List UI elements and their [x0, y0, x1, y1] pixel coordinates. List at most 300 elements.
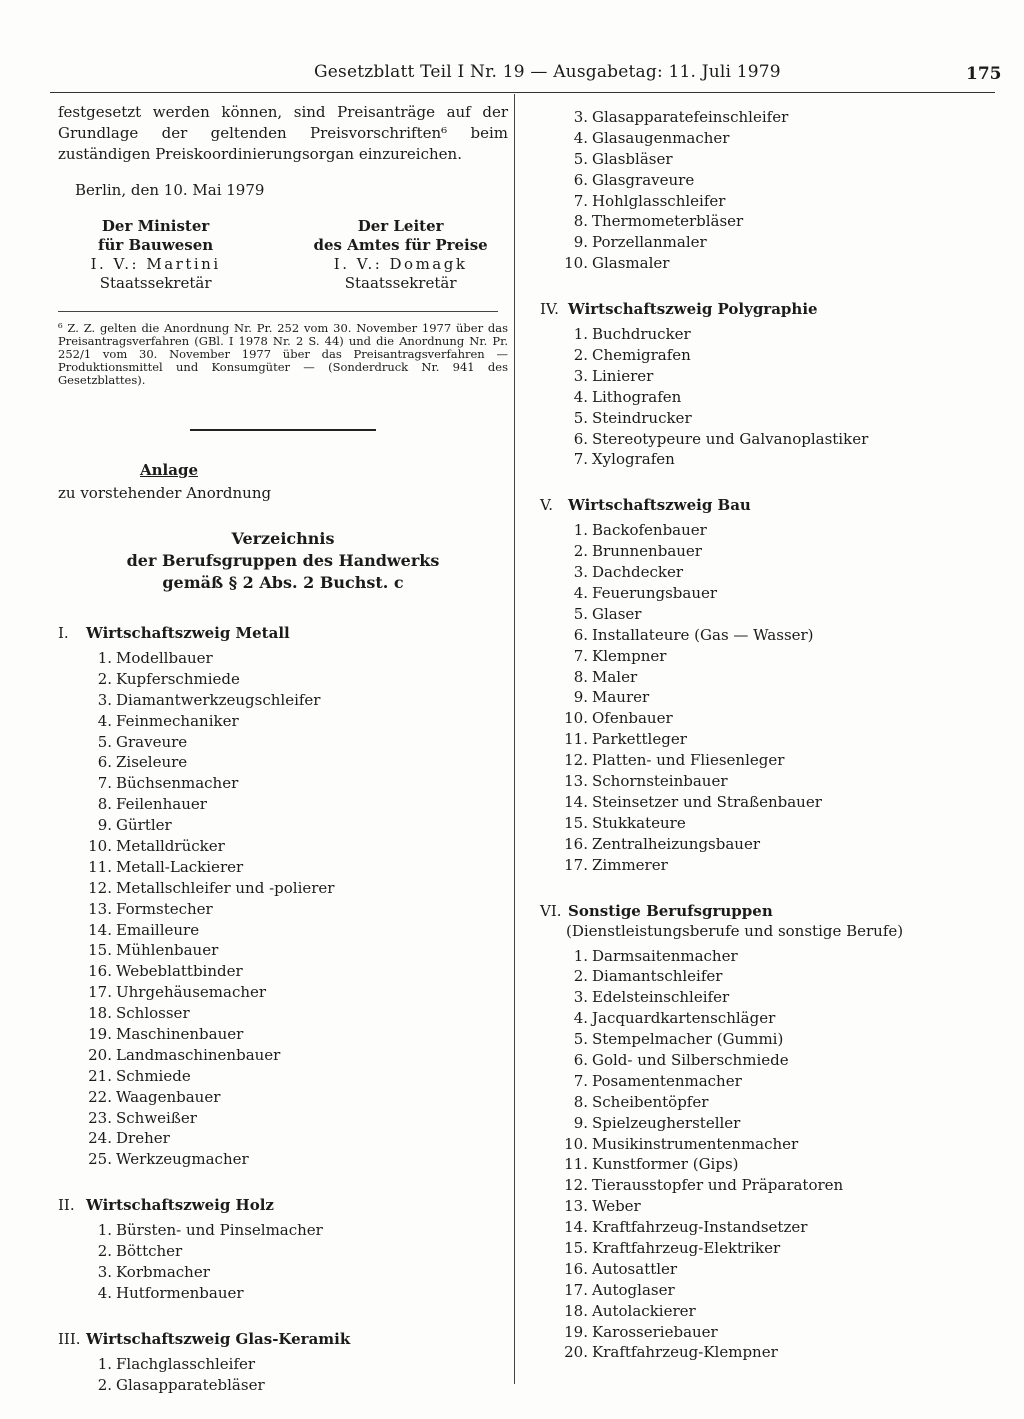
item-label: Autolackierer [592, 1301, 696, 1320]
signature-preisamt [293, 217, 508, 293]
item-number: 6. [573, 625, 588, 644]
signature-title: des Amtes für Preise [313, 236, 488, 254]
list-item [540, 813, 1000, 834]
item-label: Hutformenbauer [116, 1283, 244, 1302]
list-item [540, 1196, 1000, 1217]
section-list [58, 1354, 508, 1396]
page-number: 175 [966, 64, 1002, 84]
verzeichnis-line: gemäß § 2 Abs. 2 Buchst. c [162, 573, 404, 592]
section-metall [58, 624, 508, 1170]
list-item [540, 107, 1000, 128]
item-label: Stempelmacher (Gummi) [592, 1030, 784, 1049]
item-number: 4. [573, 128, 588, 147]
section-list [58, 1220, 508, 1304]
list-item [540, 1071, 1000, 1092]
list-item [540, 946, 1000, 967]
list-item [58, 1108, 508, 1129]
item-label: Emailleure [116, 920, 200, 939]
signature-title: für Bauwesen [98, 236, 214, 254]
list-item [540, 1029, 1000, 1050]
item-number: 1. [97, 1354, 112, 1373]
list-item [540, 687, 1000, 708]
item-label: Autoglaser [592, 1280, 675, 1299]
list-item [58, 794, 508, 815]
list-item [540, 708, 1000, 729]
list-item [540, 128, 1000, 149]
item-label: Bürsten- und Pinselmacher [116, 1221, 323, 1240]
item-number: 11. [564, 1155, 588, 1174]
section-bau [540, 496, 1000, 875]
list-item [540, 170, 1000, 191]
item-number: 9. [573, 233, 588, 252]
item-label: Zentralheizungsbauer [592, 834, 761, 853]
item-number: 10. [564, 1134, 588, 1153]
item-number: 17. [564, 855, 588, 874]
item-label: Schweißer [116, 1108, 197, 1127]
item-label: Dachdecker [592, 563, 684, 582]
section-glas-keramik [58, 1330, 508, 1396]
item-number: 5. [97, 732, 112, 751]
column-divider [514, 94, 515, 1384]
list-item [540, 345, 1000, 366]
list-item [540, 771, 1000, 792]
list-item [540, 324, 1000, 345]
item-label: Dreher [116, 1129, 170, 1148]
item-label: Metall-Lackierer [116, 857, 244, 876]
list-item [58, 815, 508, 836]
verzeichnis-line: der Berufsgruppen des Handwerks [126, 551, 440, 570]
list-item [58, 1024, 508, 1045]
section-heading [58, 1330, 508, 1348]
list-item [58, 669, 508, 690]
item-label: Kupferschmiede [116, 669, 240, 688]
section-title: Sonstige Berufsgruppen [568, 901, 773, 920]
list-item [540, 149, 1000, 170]
item-label: Büchsenmacher [116, 774, 239, 793]
item-number: 2. [97, 1242, 112, 1261]
section-title: Wirtschaftszweig Polygraphie [568, 300, 818, 319]
list-item [540, 1092, 1000, 1113]
list-item [58, 982, 508, 1003]
item-number: 20. [564, 1343, 588, 1362]
anlage-title: Anlage [140, 461, 198, 479]
item-number: 1. [573, 521, 588, 540]
page-header [0, 0, 1024, 100]
item-number: 19. [564, 1322, 588, 1341]
item-label: Darmsaitenmacher [592, 946, 738, 965]
left-column [58, 100, 508, 1396]
list-item [58, 1375, 508, 1396]
item-label: Autosattler [592, 1259, 678, 1278]
item-label: Tierausstopfer und Präparatoren [592, 1176, 844, 1195]
item-label: Kraftfahrzeug-Klempner [592, 1343, 778, 1362]
list-item [540, 1217, 1000, 1238]
item-label: Porzellanmaler [592, 233, 707, 252]
item-number: 25. [88, 1150, 112, 1169]
item-label: Scheibentöpfer [592, 1092, 709, 1111]
item-label: Feinmechaniker [116, 711, 239, 730]
section-list [540, 324, 1000, 470]
list-item [540, 429, 1000, 450]
item-number: 14. [88, 920, 112, 939]
item-label: Formstecher [116, 899, 213, 918]
item-label: Schlosser [116, 1004, 190, 1023]
section-list [58, 648, 508, 1170]
list-item [58, 711, 508, 732]
list-item [58, 1128, 508, 1149]
item-number: 18. [564, 1301, 588, 1320]
item-label: Kraftfahrzeug-Elektriker [592, 1238, 781, 1257]
item-number: 7. [97, 774, 112, 793]
list-item [540, 750, 1000, 771]
item-label: Edelsteinschleifer [592, 988, 730, 1007]
list-item [540, 667, 1000, 688]
signature-title: Der Leiter [357, 217, 444, 235]
item-number: 20. [88, 1045, 112, 1064]
section-subtitle: (Dienstleistungsberufe und sonstige Berufe) [566, 921, 904, 940]
item-label: Modellbauer [116, 649, 213, 667]
item-label: Parkettleger [592, 730, 687, 749]
item-number: 16. [564, 834, 588, 853]
section-list [540, 520, 1000, 875]
item-number: 2. [573, 967, 588, 986]
list-item [58, 961, 508, 982]
section-title: Wirtschaftszweig Holz [86, 1196, 274, 1215]
item-number: 5. [573, 1030, 588, 1049]
item-number: 8. [573, 1092, 588, 1111]
item-number: 14. [564, 792, 588, 811]
item-number: 2. [97, 1375, 112, 1394]
item-label: Glasaugenmacher [592, 128, 730, 147]
section-heading [58, 624, 508, 642]
list-item [540, 1154, 1000, 1175]
item-number: 1. [97, 1221, 112, 1240]
anlage-subtitle: zu vorstehender Anordnung [58, 484, 272, 502]
item-label: Glaser [592, 604, 642, 623]
list-item [540, 855, 1000, 876]
list-item [58, 1087, 508, 1108]
item-number: 13. [88, 899, 112, 918]
item-label: Jacquardkartenschläger [592, 1009, 776, 1028]
item-label: Platten- und Fliesenleger [592, 751, 785, 770]
item-number: 6. [573, 429, 588, 448]
item-label: Waagenbauer [116, 1087, 221, 1106]
item-label: Spielzeughersteller [592, 1113, 741, 1132]
item-number: 9. [97, 816, 112, 835]
item-number: 4. [97, 711, 112, 730]
item-number: 5. [573, 408, 588, 427]
signature-minister [58, 217, 253, 293]
item-number: 4. [573, 584, 588, 603]
list-item [58, 1066, 508, 1087]
signature-role: Staatssekretär [99, 274, 212, 292]
item-number: 4. [573, 1009, 588, 1028]
item-number: 10. [564, 709, 588, 728]
list-item [58, 836, 508, 857]
list-item [58, 1149, 508, 1170]
place-date: Berlin, den 10. Mai 1979 [75, 181, 265, 199]
item-label: Schmiede [116, 1066, 191, 1085]
section-title: Wirtschaftszweig Glas-Keramik [86, 1329, 351, 1348]
list-item [540, 583, 1000, 604]
list-item [58, 1045, 508, 1066]
list-item [540, 253, 1000, 274]
signature-block [58, 217, 508, 293]
list-item [540, 1301, 1000, 1322]
list-item [540, 834, 1000, 855]
item-label: Brunnenbauer [592, 542, 702, 561]
section-number: III. [58, 1329, 81, 1348]
item-number: 2. [573, 542, 588, 561]
item-label: Posamentenmacher [592, 1071, 742, 1090]
list-item [540, 987, 1000, 1008]
item-number: 2. [97, 669, 112, 688]
item-label: Glasgraveure [592, 170, 695, 189]
signature-name: I. V.: Domagk [333, 255, 468, 273]
section-heading [540, 496, 1000, 514]
item-label: Ziseleure [116, 753, 188, 772]
section-number: IV. [540, 300, 559, 319]
item-number: 1. [573, 946, 588, 965]
item-label: Korbmacher [116, 1263, 210, 1282]
item-number: 3. [573, 988, 588, 1007]
item-number: 12. [564, 1176, 588, 1195]
item-label: Musikinstrumentenmacher [592, 1134, 799, 1153]
item-label: Maschinenbauer [116, 1025, 244, 1044]
item-number: 8. [97, 795, 112, 814]
item-number: 13. [564, 1197, 588, 1216]
list-item [58, 752, 508, 773]
section-glas-keramik-cont [540, 107, 1000, 274]
item-number: 15. [88, 941, 112, 960]
item-number: 14. [564, 1218, 588, 1237]
item-number: 16. [564, 1259, 588, 1278]
item-number: 13. [564, 772, 588, 791]
item-number: 15. [564, 813, 588, 832]
intro-paragraph: festgesetzt werden können, sind Preisanträge auf der Grundlage der geltenden Preisvorschriften⁶ beim zuständigen Preiskoordinierungsorgan einzureichen. [58, 103, 508, 163]
item-number: 1. [573, 325, 588, 344]
item-number: 7. [573, 450, 588, 469]
section-number: I. [58, 624, 69, 642]
item-label: Lithografen [592, 387, 682, 406]
item-label: Metalldrücker [116, 837, 225, 856]
item-number: 8. [573, 212, 588, 231]
section-list [540, 107, 1000, 274]
list-item [58, 940, 508, 961]
item-number: 11. [564, 730, 588, 749]
item-label: Kunstformer (Gips) [592, 1155, 739, 1174]
item-number: 9. [573, 688, 588, 707]
item-label: Landmaschinenbauer [116, 1045, 281, 1064]
list-item [540, 520, 1000, 541]
item-label: Klempner [592, 646, 667, 665]
section-number: II. [58, 1196, 75, 1215]
list-item [58, 690, 508, 711]
verzeichnis-line: Verzeichnis [231, 529, 335, 548]
item-label: Buchdrucker [592, 325, 691, 344]
item-number: 7. [573, 646, 588, 665]
item-number: 18. [88, 1004, 112, 1023]
item-number: 5. [573, 149, 588, 168]
list-item [58, 1003, 508, 1024]
right-column [540, 100, 1000, 1363]
list-item [540, 966, 1000, 987]
list-item [58, 899, 508, 920]
item-label: Steinsetzer und Straßenbauer [592, 792, 822, 811]
item-number: 6. [573, 1050, 588, 1069]
section-sonstige [540, 902, 1000, 1364]
list-item [58, 1354, 508, 1375]
section-holz [58, 1196, 508, 1304]
item-label: Feuerungsbauer [592, 584, 718, 603]
list-item [540, 541, 1000, 562]
header-rule [50, 92, 995, 93]
item-label: Diamantwerkzeugschleifer [116, 690, 321, 709]
item-label: Uhrgehäusemacher [116, 983, 267, 1002]
item-label: Webeblattbinder [116, 962, 243, 981]
item-number: 6. [97, 753, 112, 772]
section-title: Wirtschaftszweig Metall [86, 624, 290, 642]
item-label: Maurer [592, 688, 650, 707]
list-item [540, 562, 1000, 583]
list-item [540, 387, 1000, 408]
item-label: Werkzeugmacher [116, 1150, 249, 1169]
list-item [540, 1238, 1000, 1259]
footnote: ⁶ Z. Z. gelten die Anordnung Nr. Pr. 252 vom 30. November 1977 über das Preisantragsverfahren (GBl. I 1978 Nr. 2 S. 44) und die Anordnung Nr. Pr. 252/1 vom 30. November 1977 über das Preisantragsverfahren — Produktionsmittel und Konsumgüter — (Sonderdruck Nr. 941 des Gesetzblattes). [58, 321, 508, 387]
item-number: 8. [573, 667, 588, 686]
item-label: Chemigrafen [592, 346, 691, 365]
list-item [540, 366, 1000, 387]
item-label: Stereotypeure und Galvanoplastiker [592, 429, 869, 448]
item-number: 3. [97, 690, 112, 709]
item-number: 15. [564, 1238, 588, 1257]
section-polygraphie [540, 300, 1000, 470]
item-number: 3. [573, 108, 588, 126]
item-label: Glasbläser [592, 149, 673, 168]
list-item [58, 920, 508, 941]
item-label: Glasmaler [592, 254, 670, 273]
section-number: V. [540, 496, 553, 515]
list-item [58, 773, 508, 794]
item-label: Linierer [592, 366, 654, 385]
item-number: 11. [88, 857, 112, 876]
item-label: Backofenbauer [592, 521, 707, 540]
footnote-rule [58, 311, 498, 312]
item-label: Zimmerer [592, 855, 668, 874]
list-item [540, 625, 1000, 646]
item-label: Graveure [116, 732, 188, 751]
header-title: Gesetzblatt Teil I Nr. 19 — Ausgabetag: 11. Juli 1979 [314, 62, 781, 82]
item-label: Stukkateure [592, 813, 686, 832]
section-heading [58, 1196, 508, 1214]
item-number: 7. [573, 1071, 588, 1090]
item-number: 2. [573, 346, 588, 365]
list-item [540, 1342, 1000, 1363]
signature-role: Staatssekretär [344, 274, 457, 292]
item-number: 24. [88, 1129, 112, 1148]
list-item [540, 646, 1000, 667]
item-number: 12. [564, 751, 588, 770]
item-number: 17. [564, 1280, 588, 1299]
item-label: Metallschleifer und -polierer [116, 878, 335, 897]
item-number: 9. [573, 1113, 588, 1132]
item-number: 23. [88, 1108, 112, 1127]
item-label: Karosseriebauer [592, 1322, 718, 1341]
item-label: Glasapparatefeinschleifer [592, 108, 789, 126]
item-label: Installateure (Gas — Wasser) [592, 625, 814, 644]
section-number: VI. [540, 901, 562, 920]
section-heading [540, 902, 1000, 920]
item-label: Flachglasschleifer [116, 1354, 256, 1373]
item-number: 6. [573, 170, 588, 189]
item-label: Ofenbauer [592, 709, 673, 728]
signature-name: I. V.: Martini [90, 255, 221, 273]
item-number: 17. [88, 983, 112, 1002]
list-item [540, 1008, 1000, 1029]
list-item [540, 449, 1000, 470]
section-separator [190, 429, 376, 431]
list-item [540, 1134, 1000, 1155]
item-number: 21. [88, 1066, 112, 1085]
item-label: Hohlglasschleifer [592, 191, 726, 210]
item-label: Diamantschleifer [592, 967, 723, 986]
item-label: Feilenhauer [116, 795, 207, 814]
section-heading [540, 300, 1000, 318]
item-number: 10. [88, 837, 112, 856]
item-number: 3. [97, 1263, 112, 1282]
section-list [540, 946, 1000, 1364]
item-number: 22. [88, 1087, 112, 1106]
list-item [58, 732, 508, 753]
item-label: Gold- und Silberschmiede [592, 1050, 789, 1069]
item-label: Xylografen [592, 450, 675, 469]
list-item [58, 857, 508, 878]
list-item [58, 648, 508, 669]
list-item [540, 1259, 1000, 1280]
verzeichnis-heading [58, 528, 508, 594]
item-number: 4. [573, 387, 588, 406]
list-item [540, 211, 1000, 232]
list-item [540, 191, 1000, 212]
section-title: Wirtschaftszweig Bau [568, 496, 751, 515]
list-item [58, 878, 508, 899]
item-number: 16. [88, 962, 112, 981]
list-item [540, 408, 1000, 429]
item-number: 19. [88, 1025, 112, 1044]
item-label: Gürtler [116, 816, 172, 835]
item-number: 3. [573, 563, 588, 582]
list-item [540, 604, 1000, 625]
item-number: 12. [88, 878, 112, 897]
list-item [58, 1220, 508, 1241]
item-label: Thermometerbläser [592, 212, 744, 231]
signature-title: Der Minister [101, 217, 210, 235]
list-item [540, 1280, 1000, 1301]
item-label: Kraftfahrzeug-Instandsetzer [592, 1218, 808, 1237]
item-number: 4. [97, 1283, 112, 1302]
item-number: 5. [573, 604, 588, 623]
item-label: Weber [592, 1197, 641, 1216]
item-label: Maler [592, 667, 638, 686]
list-item [540, 729, 1000, 750]
list-item [540, 1113, 1000, 1134]
list-item [540, 1050, 1000, 1071]
item-label: Schornsteinbauer [592, 772, 728, 791]
item-number: 3. [573, 366, 588, 385]
item-label: Mühlenbauer [116, 941, 219, 960]
item-label: Glasapparatebläser [116, 1375, 265, 1394]
item-number: 1. [97, 649, 112, 667]
